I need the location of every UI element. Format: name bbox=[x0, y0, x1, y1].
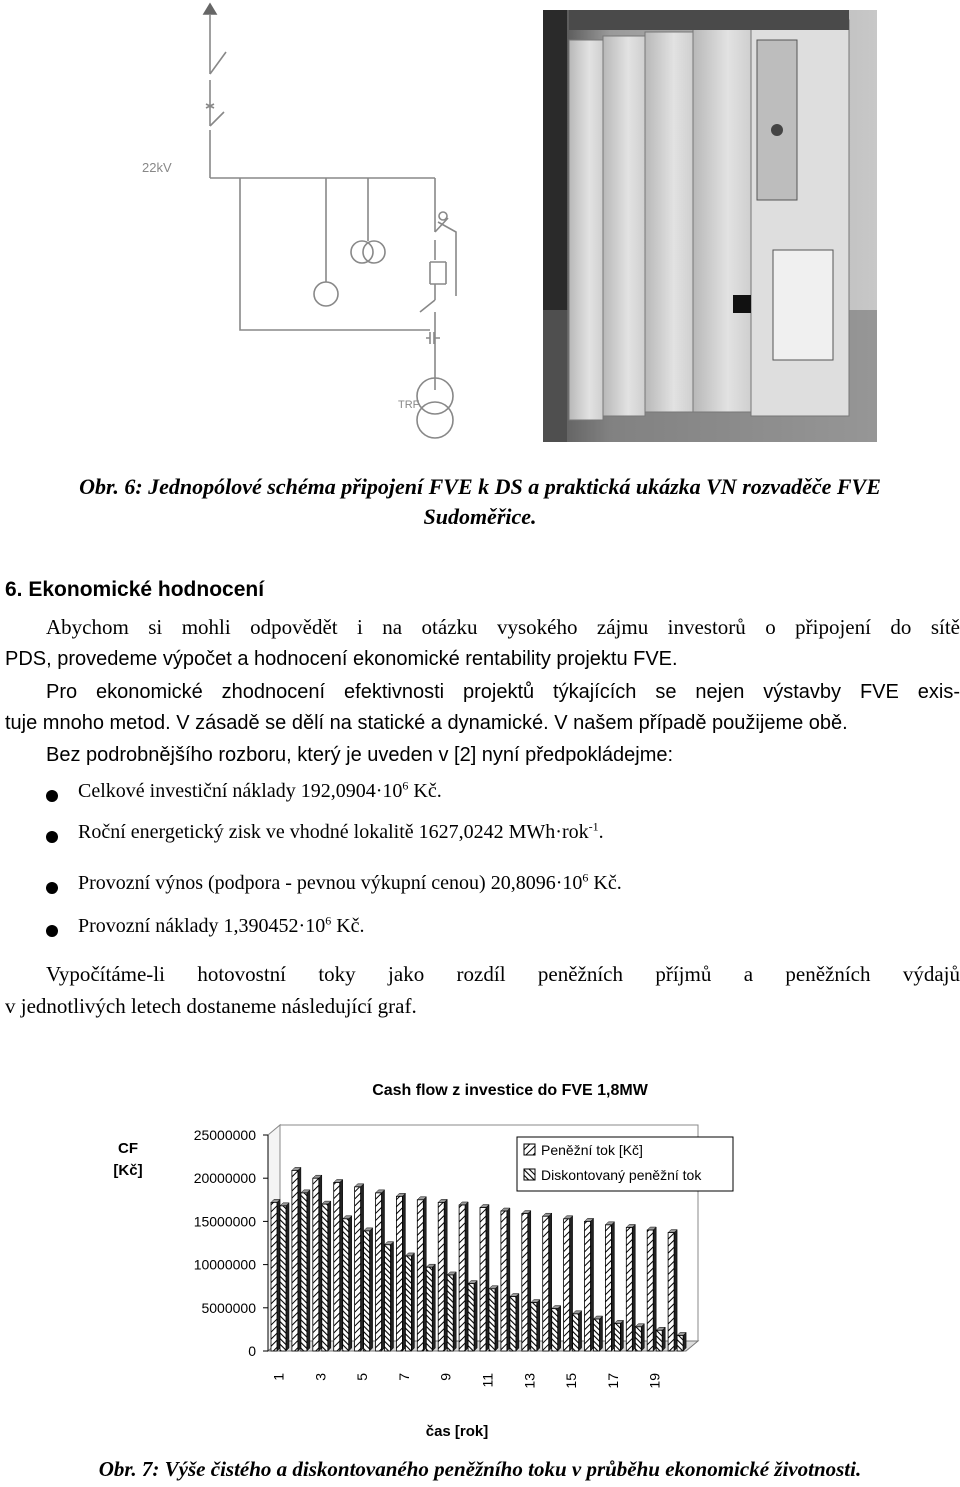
bar-front bbox=[522, 1214, 528, 1351]
bar-front bbox=[626, 1227, 632, 1351]
arrow-up-icon bbox=[204, 4, 216, 14]
single-line-schematic bbox=[130, 0, 490, 450]
x-tick-label: 3 bbox=[312, 1373, 329, 1381]
bar-front bbox=[585, 1221, 591, 1351]
paragraph-4 bbox=[5, 958, 960, 1022]
bar-front bbox=[322, 1204, 328, 1351]
y-axis-label-line1: CF bbox=[118, 1140, 138, 1157]
bar-front bbox=[594, 1319, 600, 1351]
bar-side bbox=[507, 1208, 510, 1351]
bar-cashflow bbox=[585, 1218, 594, 1351]
x-tick-label: 5 bbox=[354, 1373, 371, 1381]
bullet-dot-3 bbox=[46, 882, 58, 894]
figure6-caption-line2: Sudoměřice. bbox=[423, 504, 537, 529]
bar-cashflow bbox=[647, 1227, 656, 1351]
bar-front bbox=[510, 1297, 516, 1351]
bar-side bbox=[641, 1324, 644, 1351]
bar-discounted bbox=[510, 1294, 519, 1351]
bar-cashflow bbox=[480, 1205, 489, 1351]
bar-side bbox=[307, 1190, 310, 1351]
bar-front bbox=[635, 1327, 641, 1351]
bar-side bbox=[349, 1216, 352, 1351]
section-heading: 6. Ekonomické hodnocení bbox=[5, 578, 265, 601]
bar-cashflow bbox=[271, 1199, 280, 1351]
bar-discounted bbox=[468, 1281, 477, 1351]
bar-side bbox=[486, 1205, 489, 1351]
bar-front bbox=[468, 1284, 474, 1351]
bar-cashflow bbox=[668, 1230, 677, 1351]
bar-front bbox=[668, 1233, 674, 1351]
bar-front bbox=[280, 1206, 286, 1351]
bar-side bbox=[474, 1281, 477, 1351]
bar-cashflow bbox=[313, 1175, 322, 1351]
chart-title: Cash flow z investice do FVE 1,8MW bbox=[372, 1082, 648, 1099]
bar-discounted bbox=[322, 1201, 331, 1351]
bar-front bbox=[480, 1208, 486, 1351]
bar-cashflow bbox=[522, 1211, 531, 1351]
bar-discounted bbox=[614, 1320, 623, 1351]
bar-side bbox=[340, 1180, 343, 1351]
bar-front bbox=[376, 1193, 382, 1351]
legend-swatch-discounted bbox=[524, 1169, 535, 1180]
x-tick-label: 13 bbox=[521, 1373, 538, 1389]
bar-side bbox=[653, 1227, 656, 1351]
bar-cashflow bbox=[417, 1197, 426, 1351]
x-tick-labels bbox=[270, 1373, 662, 1389]
bar-side bbox=[277, 1199, 280, 1351]
bar-front bbox=[564, 1219, 570, 1351]
bar-discounted bbox=[447, 1272, 456, 1351]
bar-cashflow bbox=[605, 1222, 614, 1351]
bar-discounted bbox=[677, 1332, 686, 1351]
legend-swatch-cashflow bbox=[524, 1144, 535, 1155]
figure6-caption bbox=[0, 472, 960, 532]
legend-label-cashflow: Peněžní tok [Kč] bbox=[541, 1142, 643, 1158]
bar-front bbox=[334, 1183, 340, 1351]
bar-discounted bbox=[656, 1327, 665, 1351]
bar-cashflow bbox=[564, 1216, 573, 1351]
bar-front bbox=[301, 1193, 307, 1351]
bar-side bbox=[549, 1213, 552, 1351]
bar-cashflow bbox=[501, 1208, 510, 1351]
bar-cashflow bbox=[292, 1167, 301, 1351]
paragraph-2 bbox=[5, 677, 960, 739]
bar-discounted bbox=[385, 1242, 394, 1351]
y-tick-label: 25000000 bbox=[193, 1127, 256, 1143]
x-tick-label: 15 bbox=[563, 1373, 580, 1389]
bar-cashflow bbox=[396, 1193, 405, 1351]
switchgear-photo bbox=[543, 10, 877, 442]
x-tick-label: 11 bbox=[479, 1373, 496, 1388]
y-tick-labels bbox=[194, 1127, 268, 1359]
bar-side bbox=[370, 1228, 373, 1351]
bar-side bbox=[465, 1202, 468, 1351]
bullet-dot-1 bbox=[46, 790, 58, 802]
paragraph-2-line1: Pro ekonomické zhodnocení efektivnosti projektů týkajících se nejen výstavby FVE exis- bbox=[46, 681, 960, 703]
x-tick-label: 1 bbox=[270, 1373, 287, 1381]
bar-front bbox=[364, 1231, 370, 1351]
bar-discounted bbox=[405, 1253, 414, 1351]
bar-cashflow bbox=[543, 1213, 552, 1351]
y-tick-label: 10000000 bbox=[193, 1256, 256, 1273]
paragraph-4-line2: v jednotlivých letech dostaneme následující graf. bbox=[5, 994, 417, 1018]
bar-side bbox=[674, 1230, 677, 1351]
bullet-item-4: Provozní náklady $1,390452\cdot 10^6$ Kč. bbox=[78, 913, 365, 937]
figure6-caption-line1: Obr. 6: Jednopólové schéma připojení FVE k DS a praktická ukázka VN rozvaděče FVE bbox=[79, 474, 881, 499]
bar-side bbox=[286, 1203, 289, 1351]
transformer-circle-bottom bbox=[417, 402, 453, 438]
meter-circle bbox=[314, 282, 338, 306]
bar-cashflow bbox=[459, 1202, 468, 1351]
bar-side bbox=[319, 1175, 322, 1351]
bar-side bbox=[611, 1222, 614, 1351]
bar-discounted bbox=[489, 1286, 498, 1351]
paragraph-2-line2: tuje mnoho metod. V zásadě se dělí na statické a dynamické. V našem případě použijeme obě. bbox=[5, 712, 848, 734]
paragraph-3: Bez podrobnějšího rozboru, který je uveden v [2] nyní předpokládejme: bbox=[46, 744, 674, 766]
bar-cashflow bbox=[376, 1190, 385, 1351]
bar-discounted bbox=[343, 1216, 352, 1351]
bar-side bbox=[453, 1272, 456, 1351]
bar-side bbox=[528, 1211, 531, 1351]
bar-side bbox=[579, 1311, 582, 1351]
legend-label-discounted: Diskontovaný peněžní tok bbox=[541, 1167, 702, 1183]
bar-side bbox=[328, 1201, 331, 1351]
bar-front bbox=[417, 1200, 423, 1351]
bar-cashflow bbox=[438, 1199, 447, 1351]
bar-front bbox=[438, 1202, 444, 1351]
bar-front bbox=[677, 1335, 683, 1351]
bar-side bbox=[600, 1316, 603, 1351]
bullet-item-3: Provozní výnos (podpora - pevnou výkupní cenou) $20,8096\cdot 10^6$ Kč. bbox=[78, 870, 622, 894]
bar-side bbox=[537, 1300, 540, 1351]
bar-side bbox=[558, 1306, 561, 1351]
bar-discounted bbox=[426, 1264, 435, 1351]
x-tick-label: 9 bbox=[437, 1373, 454, 1381]
bar-front bbox=[543, 1216, 549, 1351]
bar-front bbox=[459, 1205, 465, 1351]
bar-front bbox=[271, 1202, 277, 1351]
bar-discounted bbox=[552, 1306, 561, 1351]
bar-discounted bbox=[531, 1300, 540, 1351]
bar-side bbox=[632, 1224, 635, 1351]
bar-front bbox=[614, 1323, 620, 1351]
bar-discounted bbox=[573, 1311, 582, 1351]
x-tick-label: 19 bbox=[646, 1373, 663, 1389]
bar-front bbox=[385, 1245, 391, 1351]
bullet-item-2: Roční energetický zisk ve vhodné lokalitě 1627,0242 MWh·rok$^{-1}$. bbox=[78, 819, 604, 843]
bar-front bbox=[405, 1256, 411, 1351]
y-tick-label: 5000000 bbox=[201, 1299, 256, 1316]
x-tick-label: 17 bbox=[604, 1373, 621, 1389]
bar-front bbox=[552, 1309, 558, 1351]
bar-side bbox=[662, 1327, 665, 1351]
bar-side bbox=[402, 1193, 405, 1351]
bar-front bbox=[355, 1187, 361, 1351]
x-tick-label: 7 bbox=[395, 1373, 412, 1381]
bar-side bbox=[495, 1286, 498, 1351]
bar-side bbox=[516, 1294, 519, 1351]
bar-front bbox=[426, 1267, 432, 1351]
bar-front bbox=[531, 1303, 537, 1351]
transformer-label: TRF bbox=[398, 399, 420, 411]
bar-front bbox=[605, 1225, 611, 1351]
bar-front bbox=[489, 1289, 495, 1351]
bar-side bbox=[391, 1242, 394, 1351]
bar-front bbox=[313, 1178, 319, 1351]
bar-side bbox=[298, 1167, 301, 1351]
bar-side bbox=[591, 1218, 594, 1351]
bar-cashflow bbox=[355, 1184, 364, 1351]
cashflow-chart bbox=[0, 1065, 960, 1445]
figure7-caption: Obr. 7: Výše čistého a diskontovaného peněžního toku v průběhu ekonomické životnosti. bbox=[98, 1457, 862, 1481]
bar-front bbox=[292, 1170, 298, 1351]
paragraph-4-line1: Vypočítáme-li hotovostní toky jako rozdíl peněžních příjmů a peněžních výdajů bbox=[46, 962, 960, 986]
bar-cashflow bbox=[334, 1180, 343, 1351]
y-tick-label: 15000000 bbox=[193, 1213, 256, 1230]
bar-side bbox=[570, 1216, 573, 1351]
bar-front bbox=[656, 1330, 662, 1351]
bullet-item-1: Celkové investiční náklady $192,0904\cdot 10^6$ Kč. bbox=[78, 778, 442, 802]
bar-side bbox=[620, 1320, 623, 1351]
bar-discounted bbox=[280, 1203, 289, 1351]
paragraph-1-line2: PDS, provedeme výpočet a hodnocení ekonomické rentability projektu FVE. bbox=[5, 648, 678, 670]
disconnector-top bbox=[210, 52, 226, 74]
bar-front bbox=[343, 1219, 349, 1351]
chart-legend bbox=[517, 1137, 733, 1191]
paragraph-1 bbox=[5, 611, 960, 675]
y-tick-label: 20000000 bbox=[193, 1170, 256, 1187]
bar-side bbox=[432, 1264, 435, 1351]
bullet-dot-2 bbox=[46, 831, 58, 843]
bar-discounted bbox=[594, 1316, 603, 1351]
bar-side bbox=[423, 1197, 426, 1351]
bar-front bbox=[647, 1230, 653, 1351]
paragraph-1-line1: Abychom si mohli odpovědět i na otázku vysokého zájmu investorů o připojení do sítě bbox=[46, 615, 960, 639]
bar-front bbox=[573, 1314, 579, 1351]
bar-side bbox=[382, 1190, 385, 1351]
bar-side bbox=[411, 1253, 414, 1351]
y-axis-label-line2: [Kč] bbox=[113, 1162, 143, 1179]
bar-discounted bbox=[635, 1324, 644, 1351]
bullet-dot-4 bbox=[46, 925, 58, 937]
bar-front bbox=[396, 1196, 402, 1351]
bar-front bbox=[447, 1275, 453, 1351]
x-axis-label: čas [rok] bbox=[425, 1423, 489, 1440]
y-tick-label: 0 bbox=[248, 1343, 256, 1359]
voltage-label: 22kV bbox=[142, 160, 172, 175]
bar-discounted bbox=[364, 1228, 373, 1351]
bar-front bbox=[501, 1211, 507, 1351]
bar-discounted bbox=[301, 1190, 310, 1351]
bar-cashflow bbox=[626, 1224, 635, 1351]
bar-side bbox=[361, 1184, 364, 1351]
